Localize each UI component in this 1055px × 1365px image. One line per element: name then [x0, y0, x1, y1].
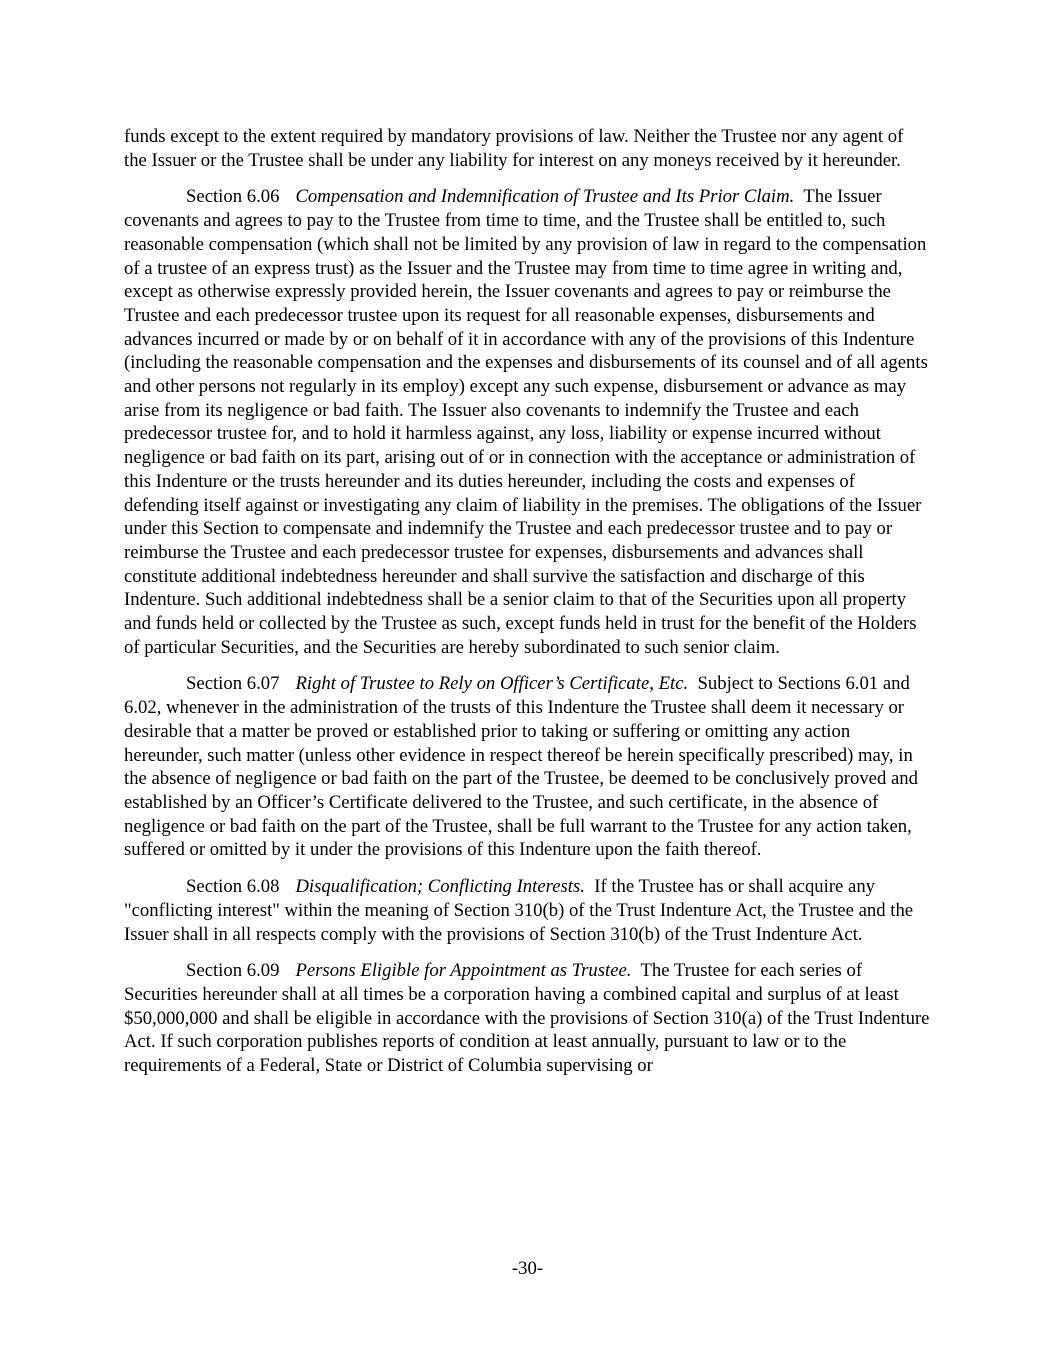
section-6-09-paragraph [124, 959, 930, 1078]
section-body: If the Trustee has or shall acquire any "conflicting interest" within the meaning of Section 310(b) of the Trust Indenture Act, the Trustee and the Issuer shall in all respects comply with the provisions of Section 310(b) of the Trust Indenture Act. [124, 876, 914, 945]
section-number: Section 6.07 [186, 673, 280, 695]
section-title: Disqualification; Conflicting Interests. [295, 876, 585, 898]
section-title: Right of Trustee to Rely on Officer’s Certificate, Etc. [295, 673, 689, 695]
continuation-paragraph: funds except to the extent required by mandatory provisions of law. Neither the Trustee nor any agent of the Issuer or the Trustee shall be under any liability for interest on any moneys received by it hereunder. [124, 126, 904, 171]
section-number: Section 6.06 [186, 186, 280, 208]
document-page [124, 125, 930, 1091]
section-number: Section 6.09 [186, 960, 280, 982]
page-number: -30- [511, 1258, 544, 1279]
section-6-07-paragraph [124, 672, 930, 862]
section-title: Persons Eligible for Appointment as Trustee. [295, 960, 632, 982]
section-number: Section 6.08 [186, 876, 280, 898]
section-body: The Trustee for each series of Securities hereunder shall at all times be a corporation having a combined capital and surplus of at least $50,000,000 and shall be eligible in accordance with the provisions of Section 310(a) of the Trust Indenture Act. If such corporation publishes reports of condition at least annually, pursuant to law or to the requirements of a Federal, State or District of Columbia supervising or [124, 960, 930, 1077]
section-body: The Issuer covenants and agrees to pay to the Trustee from time to time, and the Trustee shall be entitled to, such reasonable compensation (which shall not be limited by any provision of law in regard to the compensation of a trustee of an express trust) as the Issuer and the Trustee may from time to time agree in writing and, except as otherwise expressly provided herein, the Issuer covenants and agrees to pay or reimburse the Trustee and each predecessor trustee upon its request for all reasonable expenses, disbursements and advances incurred or made by or on behalf of it in accordance with any of the provisions of this Indenture (including the reasonable compensation and the expenses and disbursements of its counsel and of all agents and other persons not regularly in its employ) except any such expense, disbursement or advance as may arise from its negligence or bad faith. The Issuer also covenants to indemnify the Trustee and each predecessor trustee for, and to hold it harmless against, any loss, liability or expense incurred without negligence or bad faith on its part, arising out of or in connection with the acceptance or administration of this Indenture or the trusts hereunder and its duties hereunder, including the costs and expenses of defending itself against or investigating any claim of liability in the premises. The obligations of the Issuer under this Section to compensate and indemnify the Trustee and each predecessor trustee and to pay or reimburse the Trustee and each predecessor trustee for expenses, disbursements and advances shall constitute additional indebtedness hereunder and shall survive the satisfaction and discharge of this Indenture. Such additional indebtedness shall be a senior claim to that of the Securities upon all property and funds held or collected by the Trustee as such, except funds held in trust for the benefit of the Holders of particular Securities, and the Securities are hereby subordinated to such senior claim. [124, 186, 928, 658]
section-6-08-paragraph [124, 875, 930, 946]
section-title: Compensation and Indemnification of Trustee and Its Prior Claim. [295, 186, 795, 208]
section-body: Subject to Sections 6.01 and 6.02, whenever in the administration of the trusts of this Indenture the Trustee shall deem it necessary or desirable that a matter be proved or established prior to taking or suffering or omitting any action hereunder, such matter (unless other evidence in respect thereof be herein specifically prescribed) may, in the absence of negligence or bad faith on the part of the Trustee, be deemed to be conclusively proved and established by an Officer’s Certificate delivered to the Trustee, and such certificate, in the absence of negligence or bad faith on the part of the Trustee, shall be full warrant to the Trustee for any action taken, suffered or omitted by it under the provisions of this Indenture upon the faith thereof. [124, 673, 918, 861]
section-6-06-paragraph [124, 185, 930, 659]
